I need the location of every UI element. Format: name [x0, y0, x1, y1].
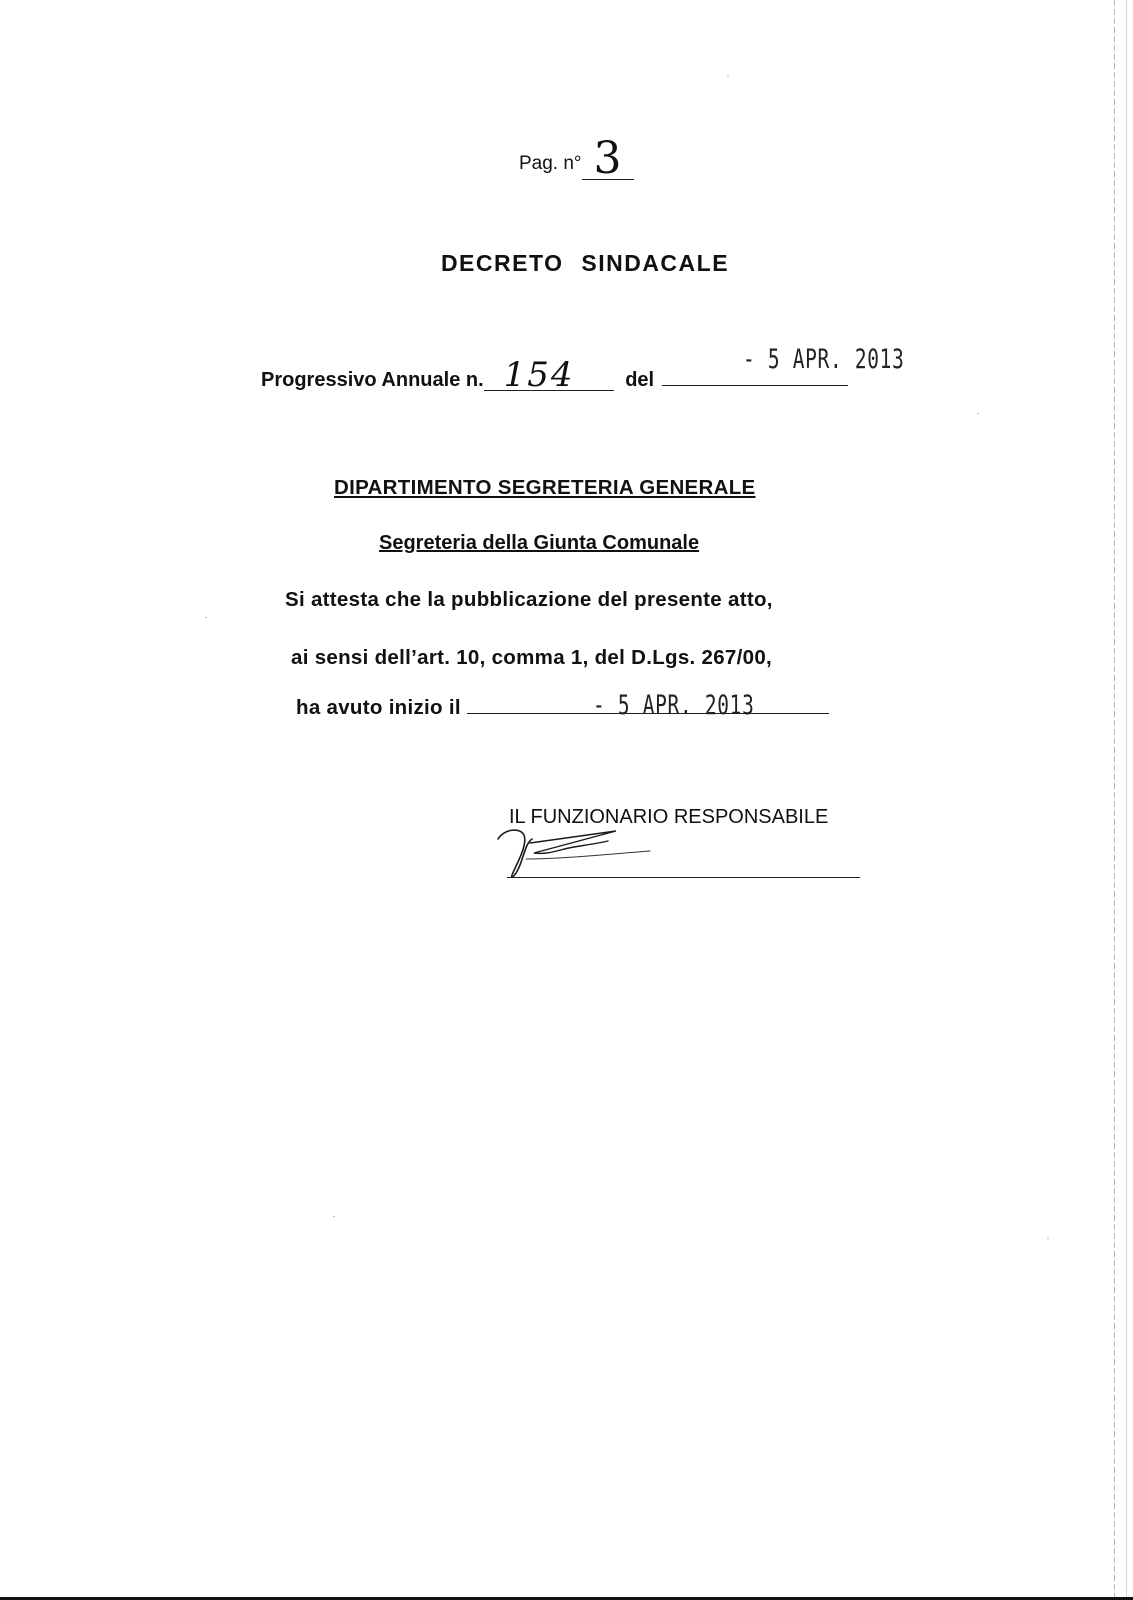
office-heading: Segreteria della Giunta Comunale — [379, 532, 700, 554]
scan-edge — [1114, 0, 1115, 1600]
document-title: DECRETO SINDACALE — [440, 250, 730, 276]
progressive-number-handwritten: 154 — [484, 360, 614, 391]
attestation-line-1: Si attesta che la pubblicazione del presente atto, — [285, 588, 773, 611]
signatory-title: IL FUNZIONARIO RESPONSABILE — [509, 806, 829, 828]
department-heading: DIPARTIMENTO SEGRETERIA GENERALE — [334, 476, 756, 499]
scan-speck — [1047, 1238, 1049, 1239]
page-number-label: Pag. n° — [519, 153, 582, 174]
date-stamp-publication: - 5 APR. 2013 — [593, 690, 755, 721]
page-number-line — [519, 133, 634, 184]
progressive-label: Progressivo Annuale n. — [261, 369, 484, 391]
scan-speck — [205, 617, 207, 618]
scan-speck — [333, 1216, 335, 1217]
start-date-label: ha avuto inizio il — [296, 696, 461, 719]
scan-speck — [977, 413, 979, 414]
date-stamp-decree: - 5 APR. 2013 — [743, 344, 905, 375]
page-number-handwritten: 3 — [582, 139, 634, 180]
signature-line — [507, 877, 860, 878]
scan-speck — [727, 76, 729, 77]
scan-edge-outer — [1126, 0, 1127, 1600]
attestation-line-2: ai sensi dell’art. 10, comma 1, del D.Lgs. 267/00, — [291, 646, 773, 669]
del-label: del — [625, 369, 655, 391]
handwritten-signature-icon — [490, 825, 670, 885]
